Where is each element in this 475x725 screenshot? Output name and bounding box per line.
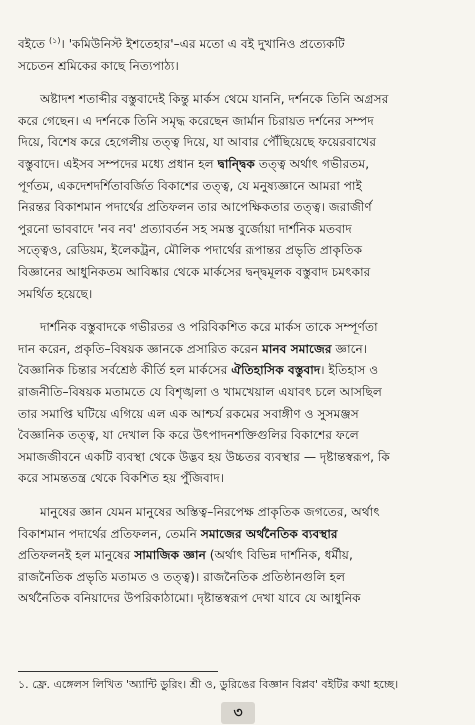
text-line (18, 89, 458, 111)
text-run: বিকাশমান পদার্থের প্রতিফলন, তেমনি (18, 526, 201, 541)
text-line (18, 240, 458, 262)
bold-term: ঐতিহাসিক বস্তুবাদ (231, 363, 321, 378)
text-run: সমর্থিত হয়েছে। (18, 286, 93, 301)
text-run: করে গেছেন। এ দর্শনকে তিনি সমৃদ্ধ করেছেন জার্মান চিরায়ত দর্শনের সম্পদ (18, 113, 374, 128)
paragraph (18, 30, 458, 77)
text-line (18, 468, 458, 490)
paragraph (18, 502, 458, 610)
footnote: ১. ফ্রে. এঙ্গেলস লিখিত 'অ্যান্টি ডুরিং। শ্রী ও, ডুরিঙের বিজ্ঞান বিপ্লব' বইটির কথা হচ্ছে। (18, 678, 399, 691)
text-line (18, 219, 458, 241)
text-line (18, 360, 458, 382)
text-run: প্রতিফলনই হল মানুষের (18, 548, 135, 563)
text-line (18, 545, 458, 567)
text-run: মানুষের জ্ঞান যেমন মানুষের অস্তিত্ব–নিরপেক্ষ প্রাকৃতিক জগতের, অর্থাৎ (40, 504, 380, 519)
text-line (18, 317, 458, 339)
text-run: রাজনৈতিক প্রভৃতি মতামত ও তত্ত্ব)। রাজনৈতিক প্রতিষ্ঠানগুলি হল (18, 569, 346, 584)
text-line (18, 339, 458, 361)
footnote-marker: (১) (49, 36, 61, 45)
bold-term: দ্বান্দ্বিক (217, 157, 255, 172)
paragraph (18, 317, 458, 490)
text-line (18, 176, 458, 198)
bold-term: মানব সমাজের (262, 341, 332, 356)
paragraph (18, 89, 458, 305)
text-line (18, 404, 458, 426)
text-run: সচেতন শ্রমিকের কাছে নিত্যপাঠ্য। (18, 58, 179, 73)
text-run: । 'কমিউনিস্ট ইশতেহার'–এর মতো এ বই দুখানিও প্রত্যেকটি (60, 37, 345, 52)
text-line (18, 56, 458, 78)
text-line (18, 197, 458, 219)
text-run: । ইতিহাস ও (320, 363, 379, 378)
footnote-divider (18, 671, 218, 672)
text-run: নিরন্তর বিকাশমান পদার্থের প্রতিফলন তার আপেক্ষিকতার তত্ত্ব। জরাজীর্ণ (18, 200, 372, 215)
text-run: করে সামন্ততন্ত্র থেকে বিকশিত হয় পুঁজিবাদ। (18, 471, 225, 486)
text-run: পুরনো ভাববাদে 'নব নব' প্রত্যাবর্তন সহ সমস্ত বুর্জোয়া দার্শনিক মতবাদ (18, 221, 352, 236)
text-line (18, 30, 458, 56)
text-run: দার্শনিক বস্তুবাদকে গভীরতর ও পরিবিকশিত করে মার্কস তাকে সম্পূর্ণতা (40, 320, 378, 335)
page-body (18, 30, 458, 622)
text-line (18, 111, 458, 133)
text-line (18, 132, 458, 154)
text-line (18, 262, 458, 284)
text-line (18, 425, 458, 447)
text-line (18, 588, 458, 610)
text-run: জ্ঞানে। (331, 341, 368, 356)
text-run: অষ্টাদশ শতাব্দীর বস্তুবাদেই কিন্তু মার্কস থেমে যাননি, দর্শনকে তিনি অগ্রসর (40, 92, 389, 107)
text-line (18, 382, 458, 404)
bold-term: সামাজিক জ্ঞান (134, 548, 206, 563)
text-run: অর্থনৈতিক বনিয়াদের উপরিকাঠামো। দৃষ্টান্তস্বরূপ দেখা যাবে যে আধুনিক (18, 591, 361, 606)
text-line (18, 154, 458, 176)
text-line (18, 447, 458, 469)
text-run: রাজনীতি–বিষয়ক মতামতে যে বিশৃঙ্খলা ও খামখেয়াল এযাবৎ চলে আসছিল (18, 384, 382, 399)
bold-term: সমাজের অর্থনৈতিক ব্যবস্থার (200, 526, 338, 541)
text-run: বস্তুবাদে। এইসব সম্পদের মধ্যে প্রধান হল (18, 157, 218, 172)
text-run: বইতে (18, 37, 50, 52)
text-run: বৈজ্ঞানিক তত্ত্ব, যা দেখাল কি করে উৎপাদনশক্তিগুলির বিকাশের ফলে (18, 428, 359, 443)
text-run: দান করেন, প্রকৃতি–বিষয়ক জ্ঞানকে প্রসারিত করেন (18, 341, 263, 356)
text-run: তার সমাপ্তি ঘটিয়ে এগিয়ে এল এক আশ্চর্য রকমের সবাঙ্গীণ ও সুসমঞ্জস (18, 406, 359, 421)
text-run: সমাজজীবনে একটি ব্যবস্থা থেকে উদ্ভব হয় উচ্চতর ব্যবস্থার — দৃষ্টান্তস্বরূপ, কি (18, 449, 390, 464)
text-run: বৈজ্ঞানিক চিন্তার সর্বশ্রেষ্ঠ কীর্তি হল মার্কসের (18, 363, 232, 378)
text-run: তত্ত্ব অর্থাৎ গভীরতম, (254, 157, 370, 172)
text-line (18, 284, 458, 306)
text-run: দিয়ে, বিশেষ করে হেগেলীয় তত্ত্ব দিয়ে, যা আবার পৌঁছিয়েছে ফয়েরবাখের (18, 135, 377, 150)
text-run: বিজ্ঞানের আধুনিকতম আবিষ্কার থেকে মার্কসের দ্বন্দ্বমূলক বস্তুবাদ চমৎকার (18, 265, 371, 279)
text-run: পূর্ণতম, একদেশদর্শিতাবর্জিত বিকাশের তত্ত্ব, যে মনুষ্যজ্ঞানে আমরা পাই (18, 178, 362, 193)
text-line (18, 524, 458, 546)
page-number: ৩ (221, 702, 255, 724)
text-run: (অর্থাৎ বিভিন্ন দার্শনিক, ধর্মীয়, (205, 548, 353, 563)
text-line (18, 502, 458, 524)
text-line (18, 567, 458, 589)
text-run: সত্ত্বেও, রেডিয়ম, ইলেকট্রন, মৌলিক পদার্থের রূপান্তর প্রভৃতি প্রাকৃতিক (18, 243, 363, 258)
